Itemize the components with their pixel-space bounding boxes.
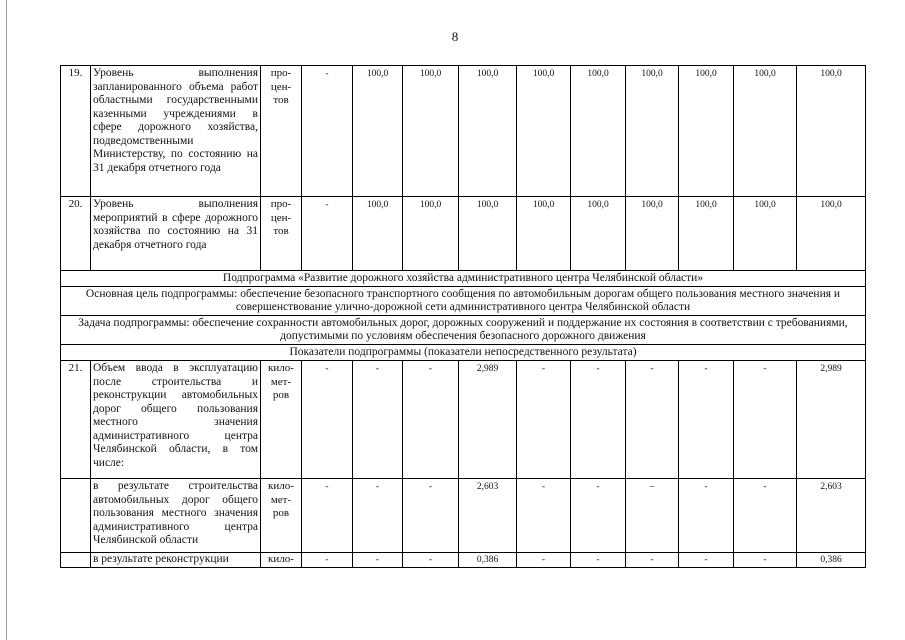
- value-cell: 2,603: [459, 479, 517, 553]
- value-cell: -: [571, 553, 626, 568]
- value-cell: 100,0: [353, 66, 403, 197]
- value-cell: -: [734, 361, 797, 479]
- value-cell: 100,0: [626, 197, 679, 271]
- main-goal-row: [61, 287, 866, 316]
- table-row-20: [61, 197, 866, 271]
- value-cell: 100,0: [517, 197, 571, 271]
- indicators-table: [60, 65, 866, 568]
- value-cell: 100,0: [679, 66, 734, 197]
- row-number: [61, 479, 91, 553]
- indicator-name: в результате строительства автомобильных дорог общего пользования местного значения административного центра Челябинской области: [91, 479, 261, 553]
- value-cell: 0,386: [459, 553, 517, 568]
- value-cell: -: [403, 479, 459, 553]
- value-cell: 100,0: [626, 66, 679, 197]
- value-cell: 2,603: [797, 479, 866, 553]
- value-cell: -: [353, 553, 403, 568]
- unit-cell: кило- мет- ров: [261, 479, 302, 553]
- unit-cell: про- цен- тов: [261, 197, 302, 271]
- value-cell: 100,0: [517, 66, 571, 197]
- value-cell: 2,989: [459, 361, 517, 479]
- value-cell: -: [403, 553, 459, 568]
- unit-cell: про- цен- тов: [261, 66, 302, 197]
- value-cell: 100,0: [734, 197, 797, 271]
- value-cell: -: [353, 361, 403, 479]
- unit-cell: кило-: [261, 553, 302, 568]
- value-cell: -: [517, 553, 571, 568]
- value-cell: 100,0: [571, 66, 626, 197]
- value-cell: -: [302, 479, 353, 553]
- value-cell: 100,0: [403, 197, 459, 271]
- value-cell: -: [679, 479, 734, 553]
- subprogram-task: Задача подпрограммы: обеспечение сохранности автомобильных дорог, дорожных сооружений и поддержание их состояния в соответствии с требованиями, допустимыми по условиям обеспечения безопасного дорожного движения: [61, 316, 866, 345]
- main-goal: Основная цель подпрограммы: обеспечение безопасного транспортного сообщения по автомобильным дорогам общего пользования местного значения и совершенствование улично-дорожной сети административного центра Челябинской области: [61, 287, 866, 316]
- indicator-name: Уровень выполнения мероприятий в сфере дорожного хозяйства по состоянию на 31 декабря отчетного года: [91, 197, 261, 271]
- value-cell: -: [302, 361, 353, 479]
- value-cell: 100,0: [403, 66, 459, 197]
- page-left-edge-line: [6, 0, 7, 640]
- row-number: 21.: [61, 361, 91, 479]
- value-cell: 100,0: [734, 66, 797, 197]
- table-row-21: [61, 361, 866, 479]
- value-cell: –: [626, 479, 679, 553]
- page-number: 8: [451, 29, 459, 44]
- value-cell: 100,0: [571, 197, 626, 271]
- table-row-21-reconstruction: [61, 553, 866, 568]
- value-cell: 0,386: [797, 553, 866, 568]
- value-cell: -: [679, 553, 734, 568]
- value-cell: -: [302, 197, 353, 271]
- subprogram-title-row: [61, 271, 866, 287]
- value-cell: -: [734, 479, 797, 553]
- row-number: 20.: [61, 197, 91, 271]
- value-cell: 100,0: [459, 66, 517, 197]
- value-cell: -: [734, 553, 797, 568]
- value-cell: -: [302, 553, 353, 568]
- subprogram-title: Подпрограмма «Развитие дорожного хозяйства административного центра Челябинской области»: [61, 271, 866, 287]
- value-cell: -: [403, 361, 459, 479]
- task-row: [61, 316, 866, 345]
- value-cell: 2,989: [797, 361, 866, 479]
- indicator-name: Уровень выполнения запланированного объема работ областными государственными казенными учреждениями в сфере дорожного хозяйства, подведомственными Министерству, по состоянию на 31 декабря отчетного года: [91, 66, 261, 197]
- value-cell: 100,0: [797, 197, 866, 271]
- table-row-19: [61, 66, 866, 197]
- value-cell: -: [353, 479, 403, 553]
- value-cell: 100,0: [797, 66, 866, 197]
- indicator-name: Объем ввода в эксплуатацию после строительства и реконструкции автомобильных дорог общего пользования местного значения административного центра Челябинской области, в том числе:: [91, 361, 261, 479]
- value-cell: -: [571, 361, 626, 479]
- value-cell: -: [302, 66, 353, 197]
- value-cell: 100,0: [679, 197, 734, 271]
- value-cell: 100,0: [459, 197, 517, 271]
- value-cell: -: [571, 479, 626, 553]
- value-cell: -: [517, 361, 571, 479]
- table-row-21-construction: [61, 479, 866, 553]
- value-cell: -: [626, 361, 679, 479]
- unit-cell: кило- мет- ров: [261, 361, 302, 479]
- row-number: [61, 553, 91, 568]
- indicator-name: в результате реконструкции: [91, 553, 261, 568]
- row-number: 19.: [61, 66, 91, 197]
- indicators-header: Показатели подпрограммы (показатели непосредственного результата): [61, 345, 866, 361]
- value-cell: -: [626, 553, 679, 568]
- value-cell: -: [679, 361, 734, 479]
- value-cell: 100,0: [353, 197, 403, 271]
- indicators-header-row: [61, 345, 866, 361]
- value-cell: -: [517, 479, 571, 553]
